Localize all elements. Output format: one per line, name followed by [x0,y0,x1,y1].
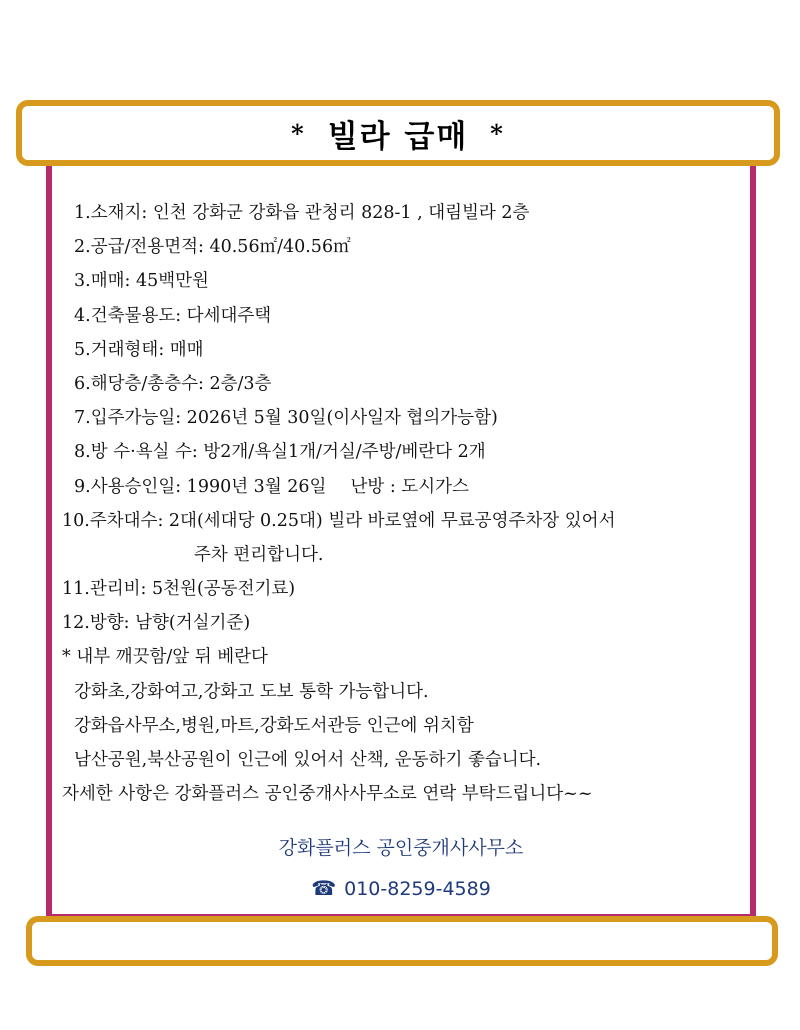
asterisk-right-icon: * [490,118,505,148]
asterisk-left-icon: * [291,118,306,148]
detail-rooms: 8.방 수·욕실 수: 방2개/욕실1개/거실/주방/베란다 2개 [74,442,486,463]
detail-area: 2.공급/전용면적: 40.56㎡/40.56㎡ [74,237,351,258]
heating-text: 난방 : 도시가스 [350,476,469,497]
detail-direction: 12.방향: 남향(거실기준) [62,613,251,634]
note-interior: * 내부 깨끗함/앞 뒤 베란다 [62,647,268,668]
title-text: 빌라 급매 [327,118,469,155]
note-schools: 강화초,강화여고,강화고 도보 통학 가능합니다. [74,681,429,702]
office-name: 강화플러스 공인중개사사무소 [278,837,524,859]
detail-price: 3.매매: 45백만원 [74,271,209,292]
phone-line [46,870,756,906]
detail-move-in-date: 7.입주가능일: 2026년 5월 30일(이사일자 협의가능함) [74,408,498,429]
listing-details [62,196,762,811]
detail-deal-type: 5.거래형태: 매매 [74,339,204,360]
note-amenities: 강화읍사무소,병원,마트,강화도서관등 인근에 위치함 [74,715,474,736]
detail-floor: 6.해당층/총층수: 2층/3층 [74,373,272,394]
approval-date-text: 9.사용승인일: 1990년 3월 26일 [74,476,327,497]
detail-parking-continued: 주차 편리합니다. [194,544,324,565]
phone-number: 010-8259-4589 [344,878,491,900]
page-title [291,111,505,156]
phone-icon: ☎ [311,876,337,900]
scroll-footer-banner [26,916,778,966]
scroll-header-banner [16,100,780,166]
detail-maintenance-fee: 11.관리비: 5천원(공동전기료) [62,579,296,600]
detail-address: 1.소재지: 인천 강화군 강화읍 관청리 828-1 , 대림빌라 2층 [74,203,530,223]
detail-parking: 10.주차대수: 2대(세대당 0.25대) 빌라 바로옆에 무료공영주차장 있어서 [62,510,616,531]
note-contact-request: 자세한 사항은 강화플러스 공인중개사사무소로 연락 부탁드립니다~~ [62,784,593,805]
detail-approval-date [62,470,762,504]
detail-building-use: 4.건축물용도: 다세대주택 [74,305,272,326]
note-parks: 남산공원,북산공원이 인근에 있어서 산책, 운동하기 좋습니다. [74,750,542,770]
contact-block [46,830,756,906]
